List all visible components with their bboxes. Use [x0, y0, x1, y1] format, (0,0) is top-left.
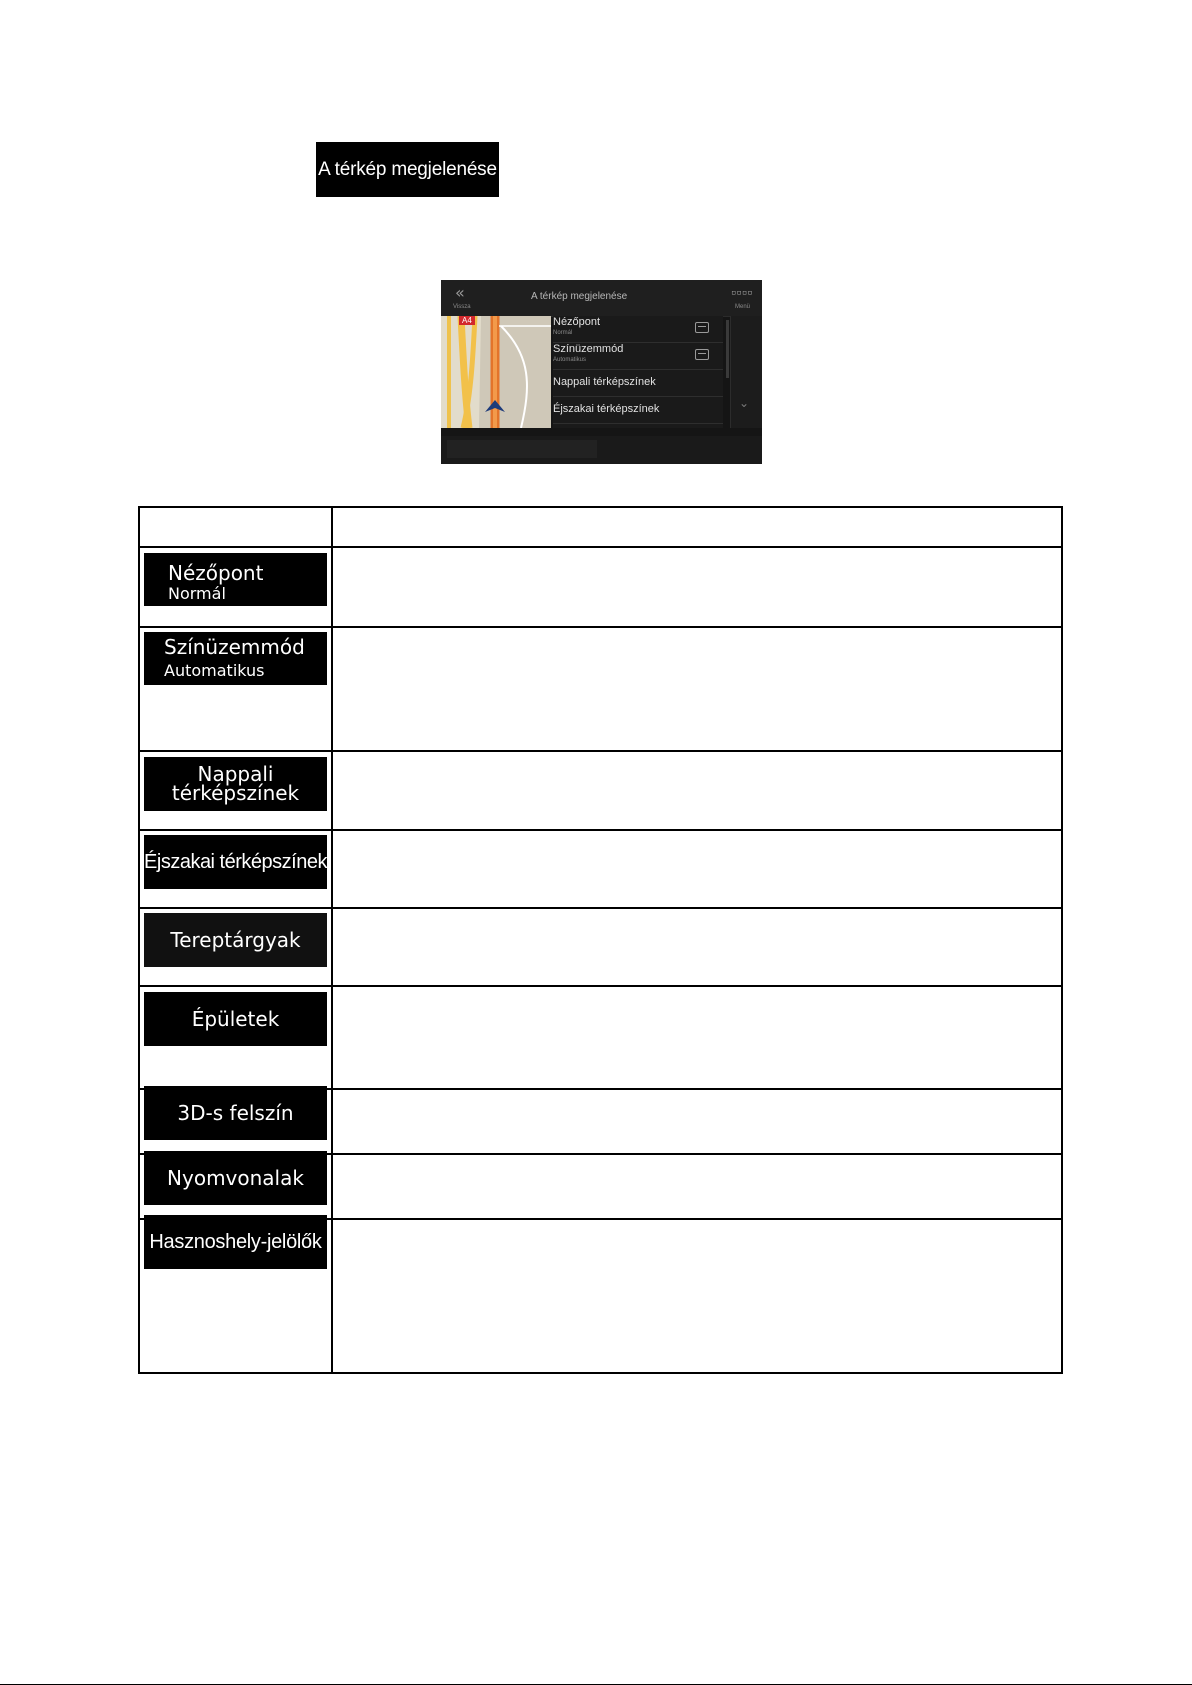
chevron-down-icon[interactable]: ⌄: [739, 396, 750, 410]
table-line: [138, 829, 1063, 831]
night-colors-label: Éjszakai térképszínek: [144, 850, 327, 873]
menu-label: Menü: [735, 304, 751, 310]
device-header: [441, 280, 762, 317]
buildings-label: Épületek: [191, 1007, 280, 1031]
device-side-panel: [730, 316, 762, 428]
buildings-button[interactable]: [144, 992, 327, 1046]
table-line: [138, 985, 1063, 987]
viewpoint-button[interactable]: [144, 553, 327, 606]
device-settings-list: [553, 316, 723, 428]
terrain-3d-label: 3D-s felszín: [177, 1101, 294, 1125]
table-line: [138, 626, 1063, 628]
device-item-night-colors[interactable]: [553, 397, 723, 424]
device-item-viewpoint[interactable]: [553, 316, 723, 343]
table-line: [1061, 506, 1063, 1374]
map-preview: [441, 316, 551, 428]
day-colors-label-line1: Nappali: [197, 762, 274, 786]
device-item-day-colors[interactable]: [553, 370, 723, 397]
device-screenshot: [441, 280, 762, 464]
landmarks-button[interactable]: [144, 913, 327, 967]
device-item-color-mode[interactable]: [553, 343, 723, 370]
menu-dots-icon[interactable]: ▫▫▫▫: [731, 288, 753, 298]
back-label: Vissza: [453, 304, 471, 310]
map-appearance-button[interactable]: [316, 142, 499, 197]
color-mode-value: Automatikus: [164, 661, 265, 680]
color-mode-button[interactable]: [144, 632, 327, 685]
viewpoint-value: Normál: [168, 584, 226, 603]
device-item-label: Nappali térképszínek: [553, 376, 656, 388]
map-roads: [441, 316, 551, 428]
table-line: [138, 1372, 1063, 1374]
table-line: [138, 506, 1063, 508]
settings-table: [138, 506, 1063, 1374]
place-markers-label: Hasznoshely-jelölők: [149, 1230, 322, 1253]
device-item-label: Nézőpont: [553, 316, 601, 328]
table-line: [331, 506, 333, 1374]
map-appearance-button-label: A térkép megjelenése: [318, 158, 497, 180]
device-title: A térkép megjelenése: [531, 291, 628, 302]
viewpoint-label: Nézőpont: [168, 561, 264, 585]
back-chevron-icon[interactable]: «: [455, 283, 465, 302]
color-mode-label: Színüzemmód: [164, 635, 305, 659]
footer-bar: [447, 440, 597, 458]
list-icon: [695, 349, 709, 360]
device-item-label: Éjszakai térképszínek: [553, 403, 660, 415]
table-line: [138, 907, 1063, 909]
track-logs-label: Nyomvonalak: [167, 1166, 304, 1190]
device-footer: [441, 436, 762, 464]
landmarks-label: Tereptárgyak: [170, 928, 301, 952]
night-colors-button[interactable]: [144, 835, 327, 889]
table-line: [138, 506, 140, 1374]
list-icon: [695, 322, 709, 333]
terrain-3d-button[interactable]: [144, 1086, 327, 1140]
device-item-label: Színüzemmód: [553, 343, 624, 355]
table-line: [138, 750, 1063, 752]
day-colors-button[interactable]: [144, 757, 327, 811]
device-item-sub: Normál: [553, 330, 573, 336]
device-item-sub: Automatikus: [553, 357, 587, 363]
table-line: [138, 546, 1063, 548]
day-colors-label-line2: térképszínek: [171, 781, 300, 805]
track-logs-button[interactable]: [144, 1151, 327, 1205]
road-sign-badge: A4: [459, 316, 475, 325]
list-scrollbar[interactable]: [726, 320, 729, 378]
place-markers-button[interactable]: [144, 1215, 327, 1269]
